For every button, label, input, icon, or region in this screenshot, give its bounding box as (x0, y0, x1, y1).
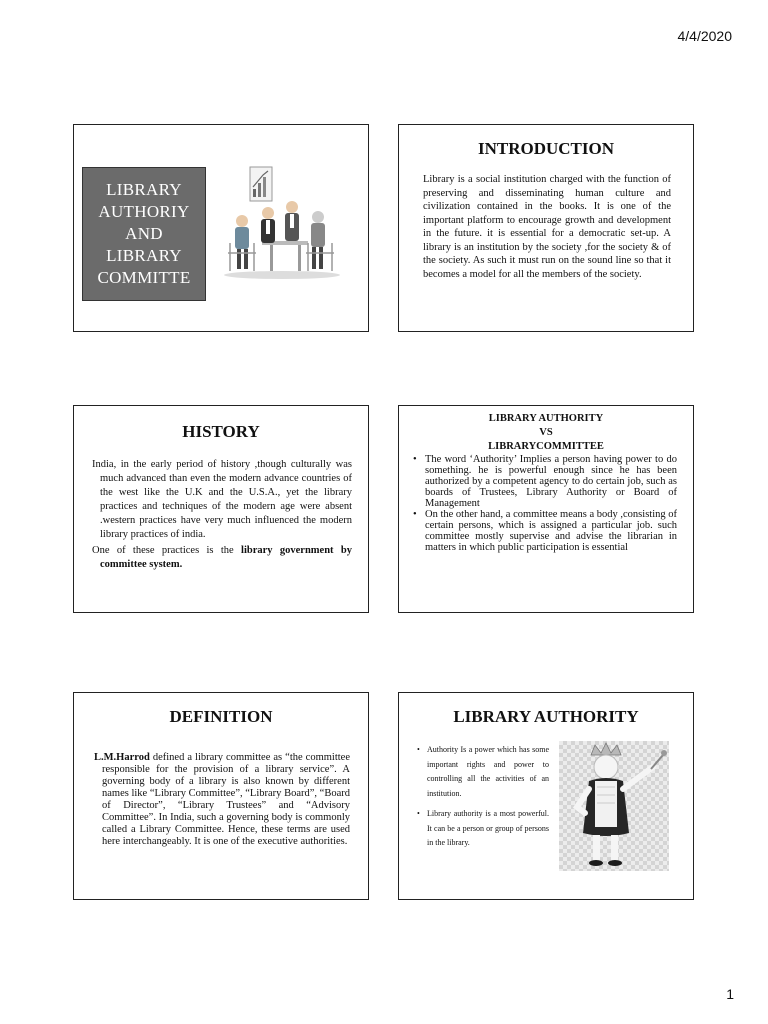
history-paragraph: One of these practices is the library government by committee system. (92, 545, 352, 570)
author-name: L.M.Harrod (94, 751, 150, 763)
page-number: 1 (726, 986, 734, 1002)
slide-history (73, 405, 369, 613)
title-text: LIBRARY AUTHORIY AND LIBRARY COMMITTE (97, 180, 191, 287)
list-item: • The word ‘Authority’ Implies a person having power to do something. he is powerful enough since he has been authorized by a competent agency to do certain job, such as boards of Trustees, Library Authority or Board of Management (413, 454, 677, 509)
title-box (82, 167, 206, 301)
emphasis-text: library government by committee system. (100, 545, 352, 570)
meeting-people-icon (222, 163, 342, 283)
slide-definition (73, 692, 369, 900)
slide-heading: INTRODUCTION (477, 139, 615, 158)
introduction-text: Library is a social institution charged with the function of preserving and disseminating human culture and civilization contained in the books. It is one of the important platform to encourage growth and development in the future. it is essential for a democratic set-up. A library is an institution by the society ,for the society & of the society. As such it must run on the sound line so that it becomes a model for all the members of the society. (423, 174, 671, 280)
list-item: • Library authority is a most powerful. It can be a person or group of persons in the library. (417, 807, 549, 851)
slide-authority-vs-committee (398, 405, 694, 613)
king-figure-icon (559, 741, 669, 871)
list-item: • Authority Is a power which has some important rights and power to controlling all the activities of an institution. (417, 743, 549, 801)
slide-heading: DEFINITION (169, 707, 273, 726)
definition-text: L.M.Harrod defined a library committee as “the committee responsible for the provision of a library service”. A governing body of a library is also known by different names like “Library Committee”, “Library Board”, “Board of Director”, “Library Trustees” and “Advisory Committee”. In India, such a governing body is commonly called a Library Committee. Hence, these terms are used here interchangeably. It is one of the executive authorities. (94, 751, 350, 847)
list-item: • On the other hand, a committee means a body ,consisting of certain persons, which is assigned a particular job. such committee mostly supervise and advise the librarian in matters in which public participation is essential (413, 509, 677, 553)
slide-title (73, 124, 369, 332)
print-date: 4/4/2020 (677, 28, 732, 44)
slide-heading: HISTORY (182, 422, 260, 441)
slide-introduction (398, 124, 694, 332)
slide-heading: LIBRARY AUTHORITY VS LIBRARYCOMMITTEE (488, 413, 604, 452)
history-text (92, 458, 352, 572)
slide-heading: LIBRARY AUTHORITY (453, 707, 639, 726)
bullet-list (417, 743, 549, 851)
slide-library-authority (398, 692, 694, 900)
history-paragraph: India, in the early period of history ,though culturally was much advanced than even the modern advance countries of the west like the U.K and the U.S.A., yet the library practices and techniques of the modern age were absent .western practices have very much influenced the modern library practices of india. (92, 459, 352, 540)
bullet-list (399, 454, 693, 553)
